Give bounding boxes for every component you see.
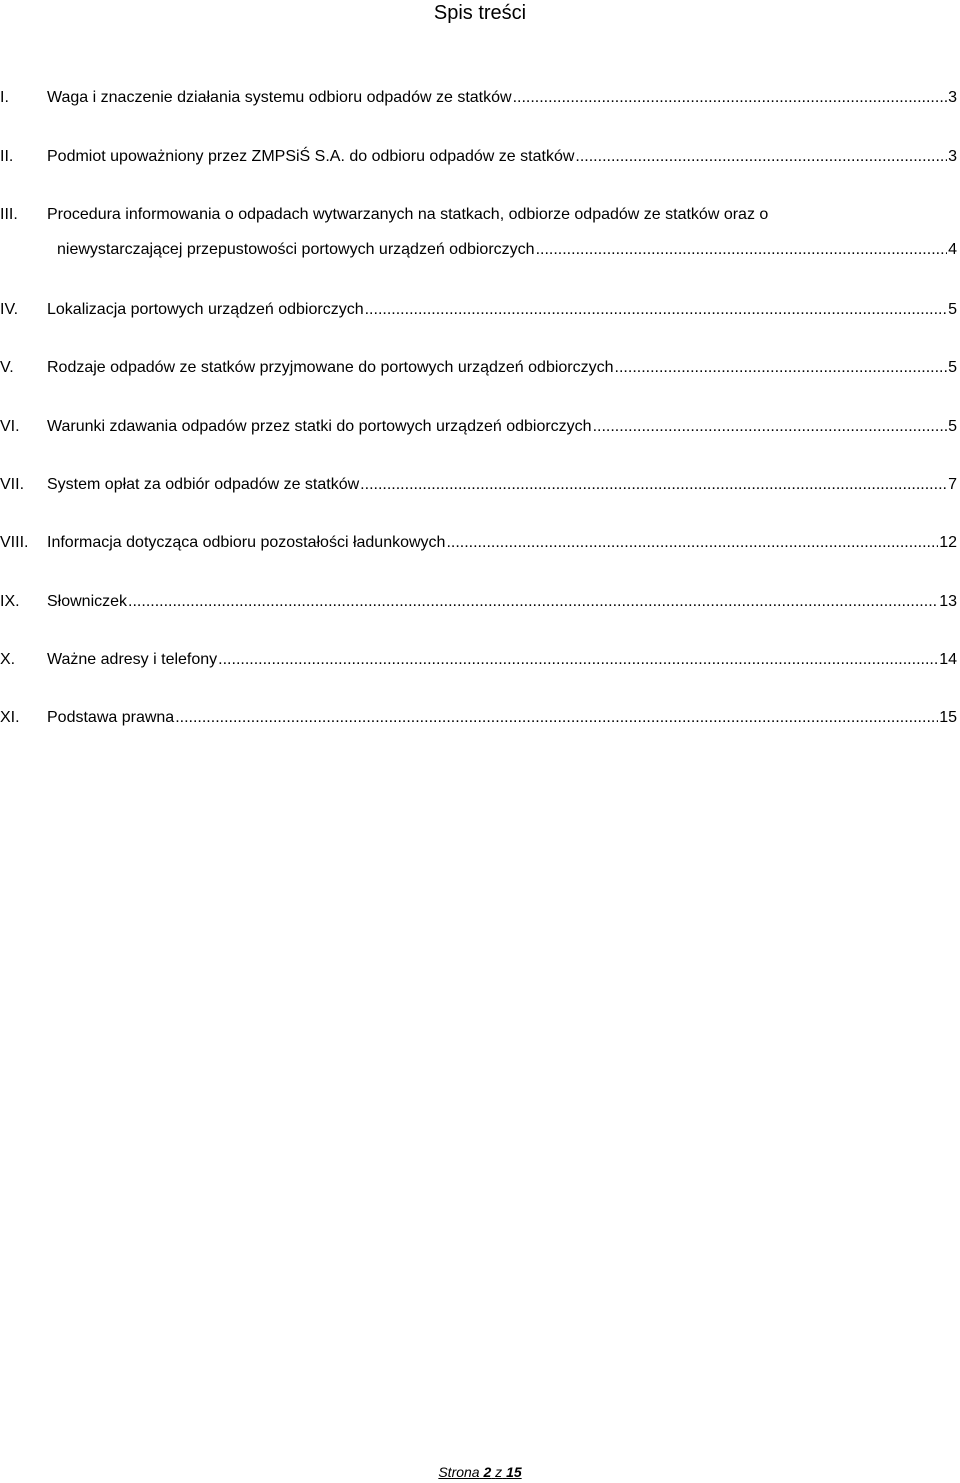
- toc-entry-text: Lokalizacja portowych urządzeń odbiorczych: [47, 301, 364, 318]
- toc-number: II.: [0, 148, 14, 165]
- toc-entry-text: niewystarczającej przepustowości portowych urządzeń odbiorczych: [57, 241, 535, 258]
- toc-number: VIII.: [0, 534, 29, 551]
- toc-entry-text: Rodzaje odpadów ze statków przyjmowane do portowych urządzeń odbiorczych: [47, 359, 614, 376]
- toc-page-number: 15: [939, 709, 957, 726]
- toc-entry-xi[interactable]: [0, 706, 960, 730]
- toc-leader-dots: [360, 473, 947, 497]
- toc-entry-i[interactable]: [0, 86, 960, 110]
- toc-entry-x[interactable]: [0, 648, 960, 672]
- toc-entry-text: Ważne adresy i telefony: [47, 651, 218, 668]
- toc-leader-dots: [128, 590, 938, 614]
- toc-leader-dots: [446, 531, 938, 555]
- toc-leader-dots: [536, 238, 948, 262]
- toc-entry-text: Podmiot upoważniony przez ZMPSiŚ S.A. do odbioru odpadów ze statków: [47, 148, 575, 165]
- toc-entry-text: Procedura informowania o odpadach wytwarzanych na statkach, odbiorze odpadów ze statków oraz o: [47, 206, 769, 223]
- toc-leader-dots: [175, 706, 938, 730]
- footer-label: Strona: [438, 1464, 480, 1480]
- toc-entry-v[interactable]: [0, 356, 960, 380]
- toc-page-number: 3: [948, 148, 957, 165]
- toc-number: I.: [0, 89, 9, 106]
- toc-page-number: 4: [948, 241, 957, 258]
- page-title: Spis treści: [433, 2, 527, 24]
- toc-entry-text: Podstawa prawna: [47, 709, 175, 726]
- toc-entry-text: Warunki zdawania odpadów przez statki do portowych urządzeń odbiorczych: [47, 418, 592, 435]
- toc-number: VII.: [0, 476, 25, 493]
- toc-entry-iii-line1[interactable]: [0, 203, 960, 227]
- toc-entry-ii[interactable]: [0, 145, 960, 169]
- toc-page-number: 13: [939, 593, 957, 610]
- page-footer: [0, 1462, 960, 1482]
- toc-number: X.: [0, 651, 16, 668]
- toc-entry-text: Informacja dotycząca odbioru pozostałości ładunkowych: [47, 534, 446, 551]
- toc-number: IX.: [0, 593, 20, 610]
- toc-number: V.: [0, 359, 14, 376]
- toc-leader-dots: [615, 356, 948, 380]
- toc-number: VI.: [0, 418, 20, 435]
- toc-entry-iii-line2[interactable]: [0, 238, 960, 262]
- toc-number: III.: [0, 206, 18, 223]
- toc-page-number: 7: [948, 476, 957, 493]
- footer-of: z: [495, 1464, 503, 1480]
- footer-current-page: 2: [483, 1464, 492, 1480]
- toc-leader-dots: [218, 648, 938, 672]
- toc-page-number: 14: [939, 651, 957, 668]
- toc-entry-text: Waga i znaczenie działania systemu odbioru odpadów ze statków: [47, 89, 512, 106]
- toc-page-number: 5: [948, 359, 957, 376]
- toc-entry-text: System opłat za odbiór odpadów ze statków: [47, 476, 360, 493]
- toc-leader-dots: [593, 415, 948, 439]
- toc-leader-dots: [575, 145, 947, 169]
- toc-entry-iv[interactable]: [0, 298, 960, 322]
- toc-entry-ix[interactable]: [0, 590, 960, 614]
- toc-entry-viii[interactable]: [0, 531, 960, 555]
- toc-number: IV.: [0, 301, 19, 318]
- toc-page-number: 12: [939, 534, 957, 551]
- footer-total-pages: 15: [506, 1464, 522, 1480]
- toc-leader-dots: [513, 86, 948, 110]
- toc-page-number: 5: [948, 418, 957, 435]
- toc-leader-dots: [365, 298, 947, 322]
- toc-page-number: 3: [948, 89, 957, 106]
- toc-entry-vi[interactable]: [0, 415, 960, 439]
- toc-number: XI.: [0, 709, 20, 726]
- toc-page-number: 5: [948, 301, 957, 318]
- toc-entry-vii[interactable]: [0, 473, 960, 497]
- toc-entry-text: Słowniczek: [47, 593, 128, 610]
